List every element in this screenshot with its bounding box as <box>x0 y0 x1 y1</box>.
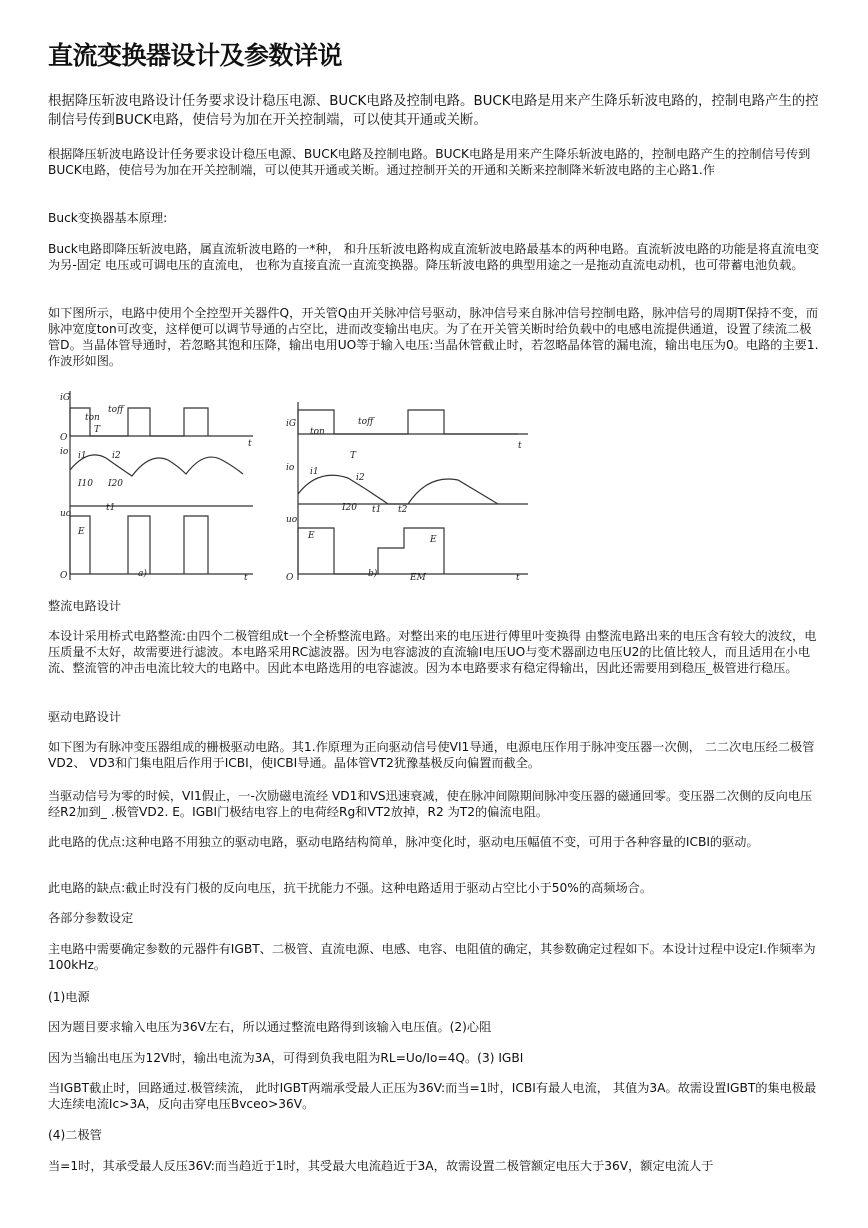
fig-label-uo-r: uo <box>286 515 298 525</box>
paragraph: 当IGBT截止时，回路通过.极管续流， 此时IGBT两端承受最人正压为36V:而当=1时，ICBI有最人电流， 其值为3A。故需设置IGBT的集电极最大连续电流Ic>3A，反向击穿电压Bvceo>36V。 <box>48 1081 817 1111</box>
fig-label-t2-r: t2 <box>398 505 408 515</box>
fig-label-t1: t1 <box>106 503 116 513</box>
paragraph: 因为题目要求输入电压为36V左右，所以通过整流电路得到该输入电压值。(2)心阻 <box>48 1020 492 1034</box>
fig-label-t3-r: t <box>516 573 520 583</box>
fig-label-ig-r: iG <box>286 419 297 429</box>
fig-label-toff-r: toff <box>358 417 374 427</box>
section-label: Buck变换器基本原理: <box>48 211 168 225</box>
subsection-label: (1)电源 <box>48 990 90 1004</box>
fig-label-i2: i2 <box>112 451 121 461</box>
subsection-label: (4)二极管 <box>48 1128 102 1142</box>
fig-label-i1: i1 <box>78 451 87 461</box>
fig-label-ton: ton <box>85 413 100 423</box>
fig-caption-b: b) <box>368 569 378 579</box>
paragraph: 如下图为有脉冲变压器组成的栅极驱动电路。其1.作原理为正向驱动信号使VI1导通，电源电压作用于脉冲变压器一次侧， 二二次电压经二极管VD2、 VD3和门集电阻后作用于ICBI，使ICBI导通。晶体管VT2犹豫基极反向偏置而截全。 <box>48 740 815 770</box>
fig-label-t1-r: t1 <box>372 505 382 515</box>
fig-label-uo: uo <box>60 509 72 519</box>
paragraph: 如下图所示，电路中使用个全控型开关器件Q，开关管Q由开关脉冲信号驱动，脉冲信号来自脉冲信号控制电路，脉冲信号的周期T保持不变，而脉冲宽度ton可改变，这样便可以调节导通的占空比，进而改变输出电庆。为了在开关管关断时给负载中的电感电流提供通道，设置了续流二极管D。当晶体管导通时，若忽略其饱和压降，输出电用UO等于输入电压:当晶休管截止时，若忽略晶体管的漏电流，输出电压为0。电路的主要1.作波形如图。 <box>48 306 819 368</box>
paragraph: 当=1时，其承受最人反压36V:而当趋近于1时，其受最大电流趋近于3A，故需设置二极管额定电压大于36V，额定电流人于 <box>48 1159 714 1173</box>
fig-label-T: T <box>94 425 101 435</box>
paragraph: 主电路中需要确定参数的元器件有IGBT、二极管、直流电源、电感、电容、电阻值的确定，其参数确定过程如下。本设计过程中设定I.作频率为100kHz。 <box>48 942 816 972</box>
fig-label-O: O <box>60 433 68 443</box>
paragraph: 当驱动信号为零的时候，VI1假止，一-次励磁电流经 VD1和VS迅速衰减，使在脉冲间隙期间脉冲变压器的磁通回零。变压器二次侧的反向电压经R2加到_ .极管VD2. E。IGBI门极结电容上的电荷经Rg和VT2放掉，R2 为T2的偏流电阻。 <box>48 789 813 819</box>
fig-label-E2-r: E <box>430 535 437 545</box>
fig-label-i1-r: i1 <box>310 467 319 477</box>
fig-label-T-r: T <box>350 451 357 461</box>
buck-waveform-figure <box>58 388 578 588</box>
fig-caption-a: a) <box>138 569 147 579</box>
lead-paragraph: 根据降压斩波电路设计任务要求设计稳压电源、BUCK电路及控制电路。BUCK电路是用来产生降乐斩波电路的，控制电路产生的控制信号传到BUCK电路，使信号为加在开关控制端，可以使其开通或关断。 <box>48 94 819 128</box>
section-heading: 整流电路设计 <box>48 599 122 613</box>
fig-label-O-r: O <box>286 573 294 583</box>
page-title: 直流变换器设计及参数详说 <box>48 41 343 70</box>
fig-label-io-r: io <box>286 463 295 473</box>
section-heading: 各部分参数设定 <box>48 911 134 925</box>
fig-label-ton-r: ton <box>310 427 325 437</box>
fig-label-O2: O <box>60 571 68 581</box>
fig-label-i2-r: i2 <box>356 473 365 483</box>
fig-label-ig: iG <box>60 393 71 403</box>
fig-label-t: t <box>248 439 252 449</box>
paragraph: 本设计采用桥式电路整流:由四个二极管组成t一个全桥整流电路。对整出来的电压进行傅里叶变换得 由整流电路出来的电压含有较大的波纹，电压质量不太好，故需要进行滤波。本电路采用RC滤波器。因为电容滤波的直流输I电压UO与变术器副边电压U2的比值比较人，而且适用在小电流、整流管的冲击电流比较大的电路中。因此本电路选用的电容滤波。因为本电路要求有稳定得输出，因此还需要用到稳压_极管进行稳压。 <box>48 629 817 675</box>
paragraph: 因为当输出电压为12V时，输出电流为3A，可得到负我电阻为RL=Uo/Io=4Q。(3) IGBI <box>48 1051 524 1065</box>
fig-label-EM-r: EM <box>410 573 426 583</box>
fig-label-I10: I10 <box>78 479 94 489</box>
paragraph: 根据降压斩波电路设计任务要求设计稳压电源、BUCK电路及控制电路。BUCK电路是用来产生降乐斩波电路的，控制电路产生的控制信号传到BUCK电路，使信号为加在开关控制端，可以使其开通或关断。通过控制开关的开通和关断来控制降米斩波电路的主心路1.作 <box>48 147 811 177</box>
section-heading: 驱动电路设计 <box>48 710 122 724</box>
fig-label-t-r: t <box>518 441 522 451</box>
fig-label-E-r: E <box>308 531 315 541</box>
paragraph: 此电路的优点:这种电路不用独立的驱动电路，驱动电路结构简单，脉冲变化时，驱动电压幅值不变，可用于各种容量的ICBI的驱动。 <box>48 835 759 849</box>
fig-label-io: io <box>60 447 69 457</box>
fig-label-I20: I20 <box>108 479 124 489</box>
fig-label-t3: t <box>244 573 248 583</box>
fig-label-E: E <box>78 527 85 537</box>
paragraph: 此电路的缺点:截止时没有门极的反向电压，抗干扰能力不强。这种电路适用于驱动占空比小于50%的高频场合。 <box>48 881 653 895</box>
fig-label-toff: toff <box>108 405 124 415</box>
paragraph: Buck电路即降压斩波电路，属直流斩波电路的一*种， 和升压斩波电路构成直流斩波电路最基本的两种电路。直流斩波电路的功能是将直流电变为另-固定 电压或可调电压的直流电， 也称为直接直流一直流变换器。降压斩波电路的典型用途之一是拖动直流电动机，也可带蓄电池负载。 <box>48 242 820 272</box>
fig-label-I20-r: I20 <box>342 503 358 513</box>
